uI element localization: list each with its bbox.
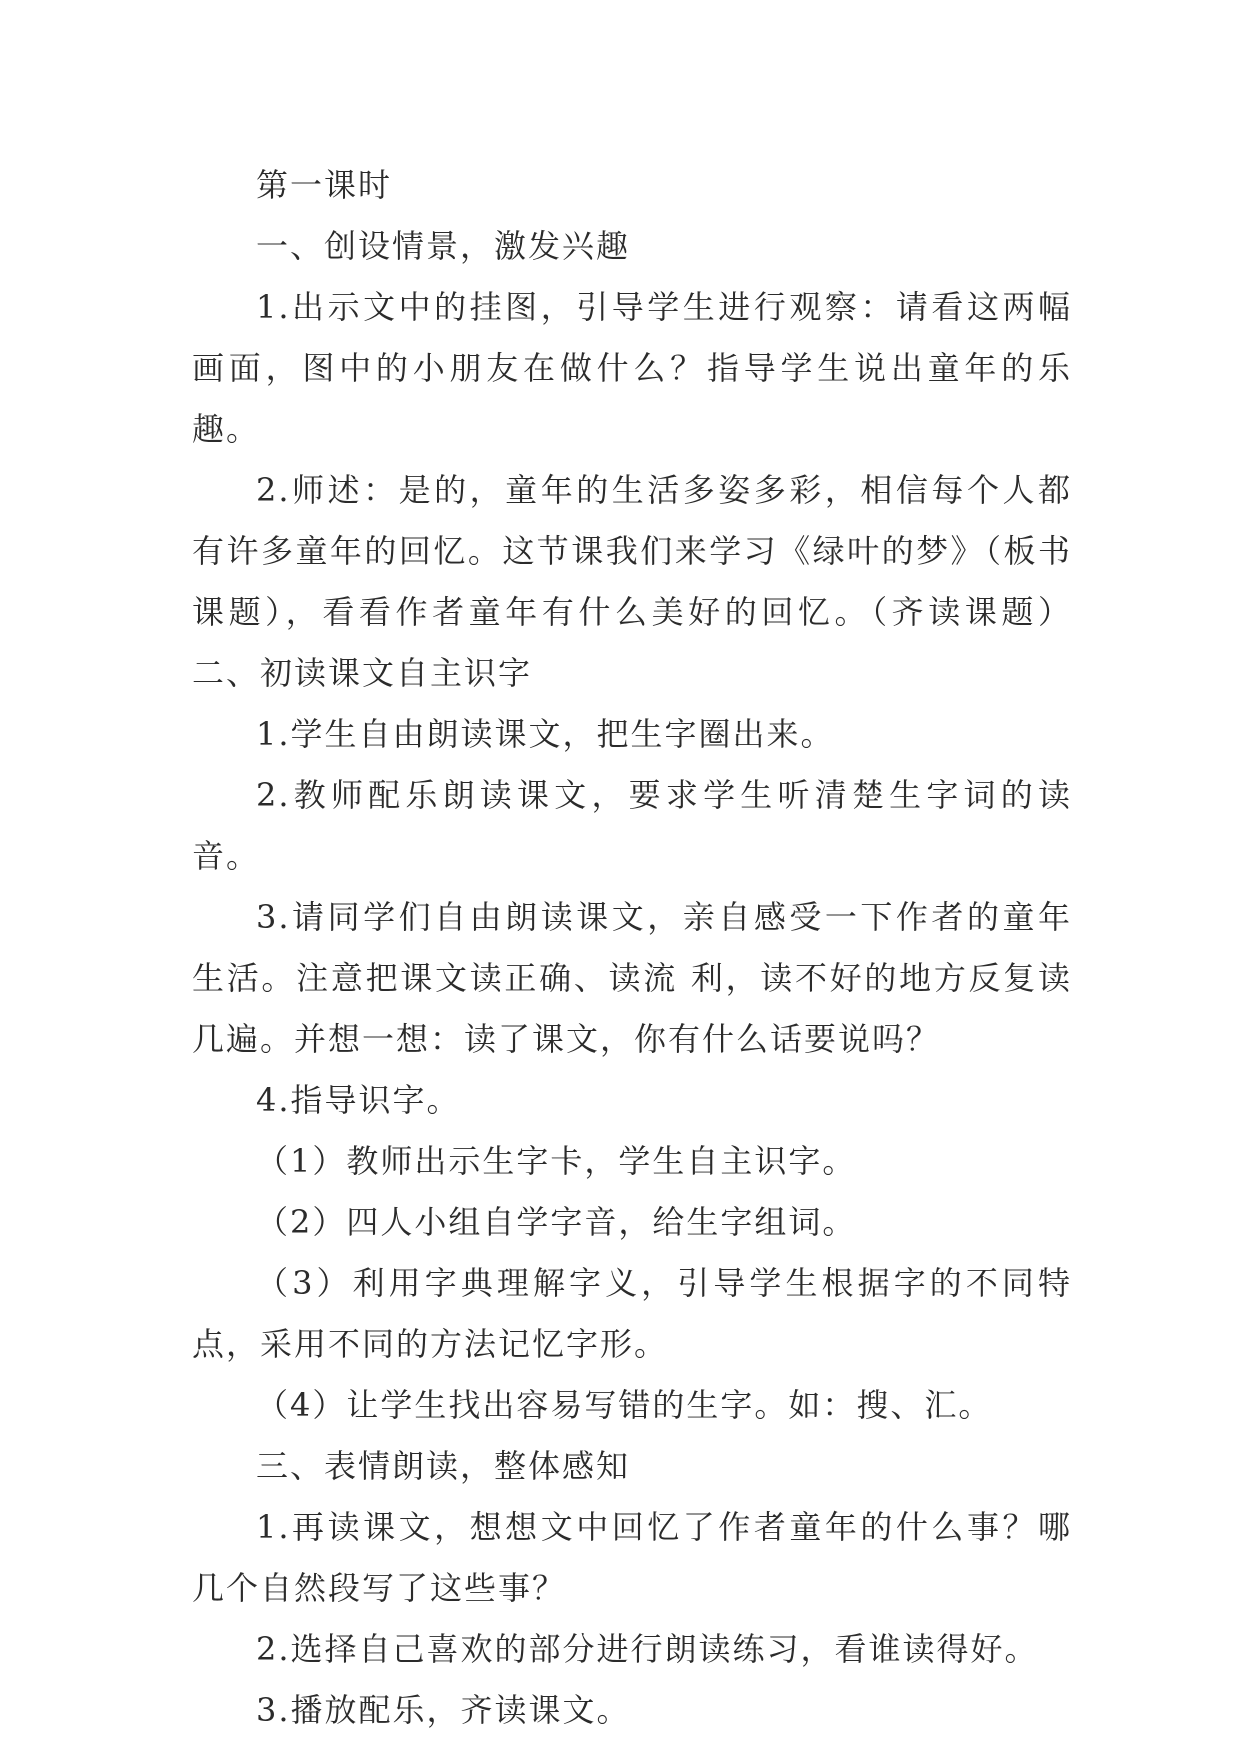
paragraph: 1.再读课文，想想文中回忆了作者童年的什么事？哪几个自然段写了这些事？: [192, 1508, 1072, 1607]
paragraph: 3.播放配乐，齐读课文。: [256, 1691, 631, 1729]
list-item: （3）利用字典理解字义，引导学生根据字的不同特点，采用不同的方法记忆字形。: [192, 1264, 1072, 1363]
paragraph: 1.学生自由朗读课文，把生字圈出来。: [256, 715, 835, 753]
section-heading: 三、表情朗读，整体感知: [256, 1447, 631, 1485]
paragraph: 2.师述：是的，童年的生活多姿多彩，相信每个人都有许多童年的回忆。这节课我们来学习《绿叶的梦》（板书课题），看看作者童年有什么美好的回忆。（齐读课题）二、初读课文自主识字: [192, 471, 1072, 692]
list-item: （1）教师出示生字卡，学生自主识字。: [256, 1142, 857, 1180]
paragraph: 1.出示文中的挂图，引导学生进行观察：请看这两幅画面，图中的小朋友在做什么？指导学生说出童年的乐趣。: [192, 288, 1072, 448]
lesson-heading: 第一课时: [256, 166, 393, 204]
paragraph: 2.选择自己喜欢的部分进行朗读练习，看谁读得好。: [256, 1630, 1039, 1668]
document-body: [192, 155, 1072, 1741]
section-heading: 一、创设情景，激发兴趣: [256, 227, 631, 265]
paragraph: 4.指导识字。: [256, 1081, 461, 1119]
paragraph: 3.请同学们自由朗读课文，亲自感受一下作者的童年生活。注意把课文读正确、读流 利，读不好的地方反复读几遍。并想一想：读了课文，你有什么话要说吗？: [192, 898, 1072, 1058]
paragraph: 2.教师配乐朗读课文，要求学生听清楚生字词的读音。: [192, 776, 1072, 875]
list-item: （2）四人小组自学字音，给生字组词。: [256, 1203, 857, 1241]
list-item: （4）让学生找出容易写错的生字。如：搜、汇。: [256, 1386, 993, 1424]
